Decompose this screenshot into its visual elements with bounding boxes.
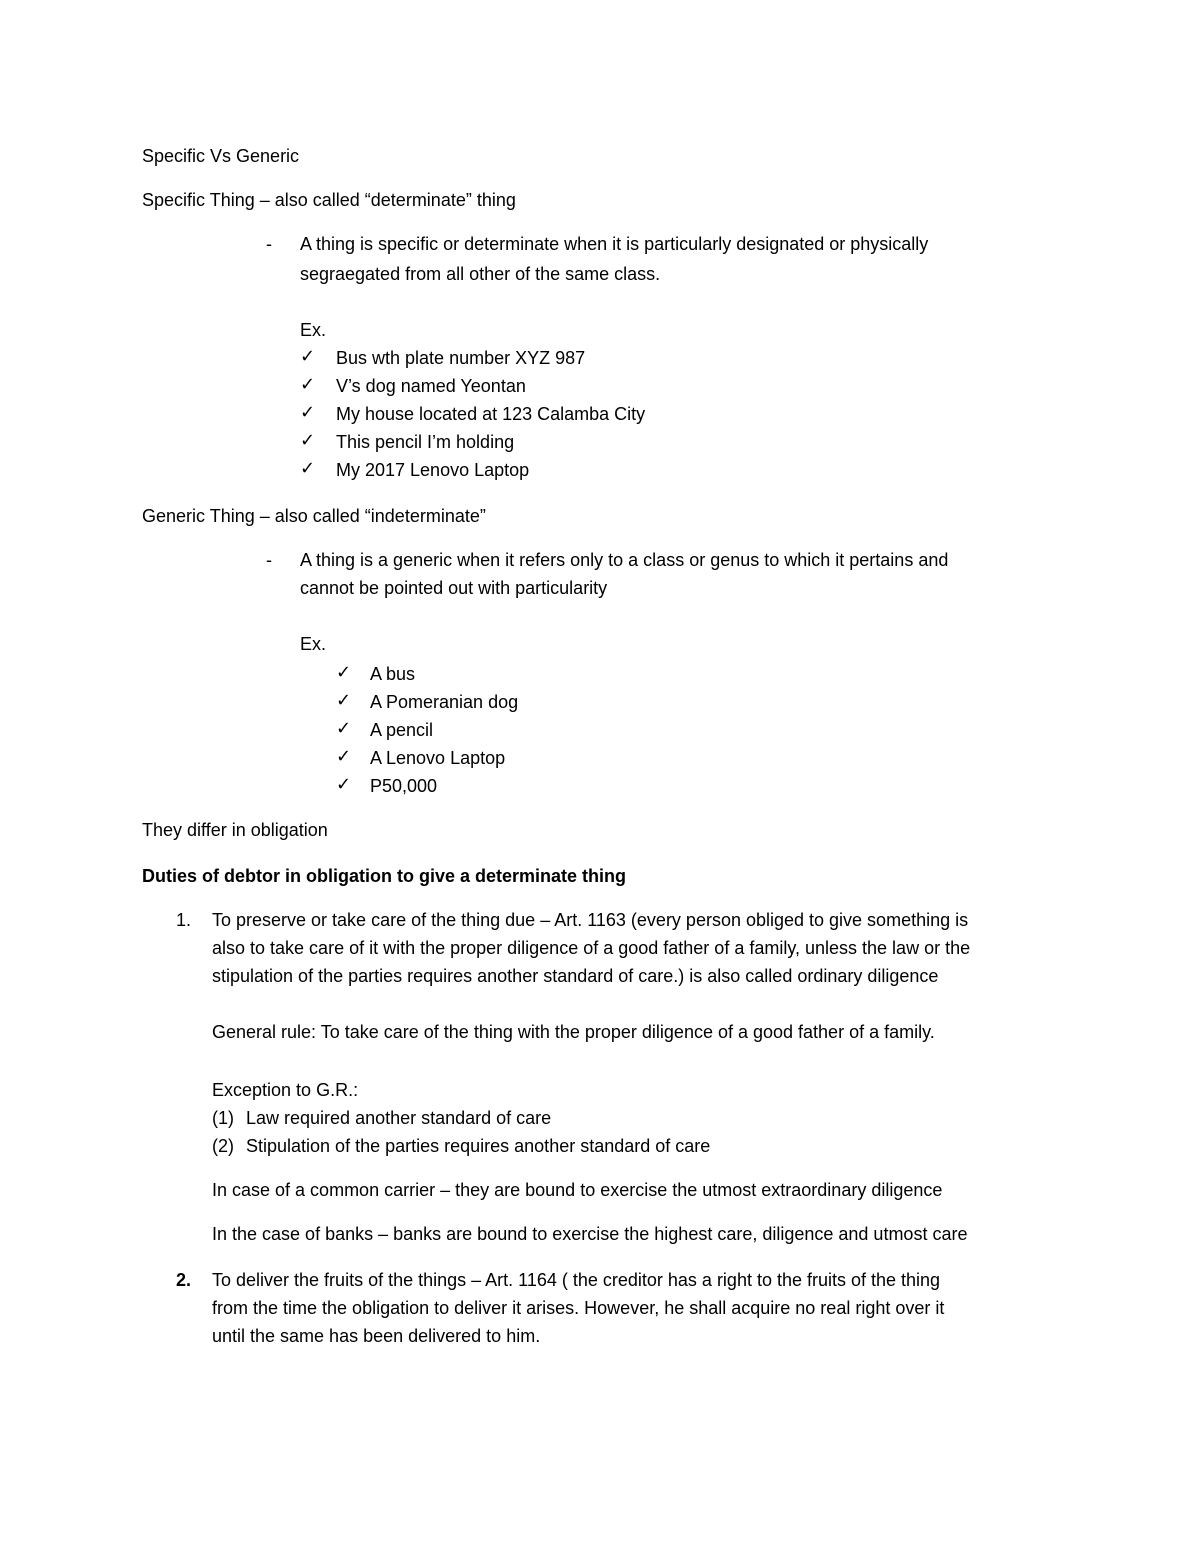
item-2-line2: from the time the obligation to deliver it arises. However, he shall acquire no real right over it: [212, 1298, 945, 1318]
check-icon: ✓: [300, 430, 316, 450]
exception-number: (2): [212, 1136, 234, 1156]
exception-text: Stipulation of the parties requires another standard of care: [246, 1136, 711, 1156]
item-1-line2: also to take care of it with the proper diligence of a good father of a family, unless the law or the: [212, 938, 971, 958]
list-item: A Lenovo Laptop: [370, 748, 506, 768]
generic-definition-line2: cannot be pointed out with particularity: [300, 578, 608, 598]
generic-definition-line1: A thing is a generic when it refers only to a class or genus to which it pertains and: [300, 550, 949, 570]
dash-bullet: -: [266, 550, 272, 570]
check-icon: ✓: [336, 746, 352, 766]
list-item: Bus wth plate number XYZ 987: [336, 348, 586, 368]
general-rule: General rule: To take care of the thing with the proper diligence of a good father of a family.: [212, 1022, 935, 1042]
check-icon: ✓: [336, 718, 352, 738]
specific-ex-label: Ex.: [300, 320, 327, 340]
item-2-line1: To deliver the fruits of the things – Art. 1164 ( the creditor has a right to the fruits of the thing: [212, 1270, 941, 1290]
list-item: My house located at 123 Calamba City: [336, 404, 646, 424]
check-icon: ✓: [300, 374, 316, 394]
check-icon: ✓: [336, 662, 352, 682]
list-item: A Pomeranian dog: [370, 692, 519, 712]
specific-heading: Specific Thing – also called “determinate” thing: [142, 190, 516, 210]
generic-heading: Generic Thing – also called “indeterminate”: [142, 506, 486, 526]
duties-heading: Duties of debtor in obligation to give a determinate thing: [142, 866, 627, 886]
item-1-line3: stipulation of the parties requires another standard of care.) is also called ordinary diligence: [212, 966, 939, 986]
exception-number: (1): [212, 1108, 234, 1128]
common-carrier-text: In case of a common carrier – they are bound to exercise the utmost extraordinary diligence: [212, 1180, 943, 1200]
list-item: A pencil: [370, 720, 434, 740]
specific-definition-line2: segraegated from all other of the same class.: [300, 264, 661, 284]
item-2-line3: until the same has been delivered to him.: [212, 1326, 541, 1346]
list-item: V’s dog named Yeontan: [336, 376, 526, 396]
check-icon: ✓: [300, 346, 316, 366]
differ-text: They differ in obligation: [142, 820, 328, 840]
check-icon: ✓: [300, 458, 316, 478]
item-1-number: 1.: [176, 910, 192, 930]
dash-bullet: -: [266, 234, 272, 254]
item-2-number: 2.: [176, 1270, 192, 1290]
check-icon: ✓: [336, 774, 352, 794]
check-icon: ✓: [336, 690, 352, 710]
banks-text: In the case of banks – banks are bound to exercise the highest care, diligence and utmost care: [212, 1224, 968, 1244]
list-item: This pencil I’m holding: [336, 432, 515, 452]
generic-ex-label: Ex.: [300, 634, 327, 654]
item-1-line1: To preserve or take care of the thing due – Art. 1163 (every person obliged to give something is: [212, 910, 969, 930]
specific-definition-line1: A thing is specific or determinate when it is particularly designated or physically: [300, 234, 929, 254]
list-item: A bus: [370, 664, 416, 684]
check-icon: ✓: [300, 402, 316, 422]
exception-text: Law required another standard of care: [246, 1108, 552, 1128]
page-title: Specific Vs Generic: [142, 146, 300, 166]
list-item: My 2017 Lenovo Laptop: [336, 460, 530, 480]
list-item: P50,000: [370, 776, 438, 796]
exception-label: Exception to G.R.:: [212, 1080, 359, 1100]
